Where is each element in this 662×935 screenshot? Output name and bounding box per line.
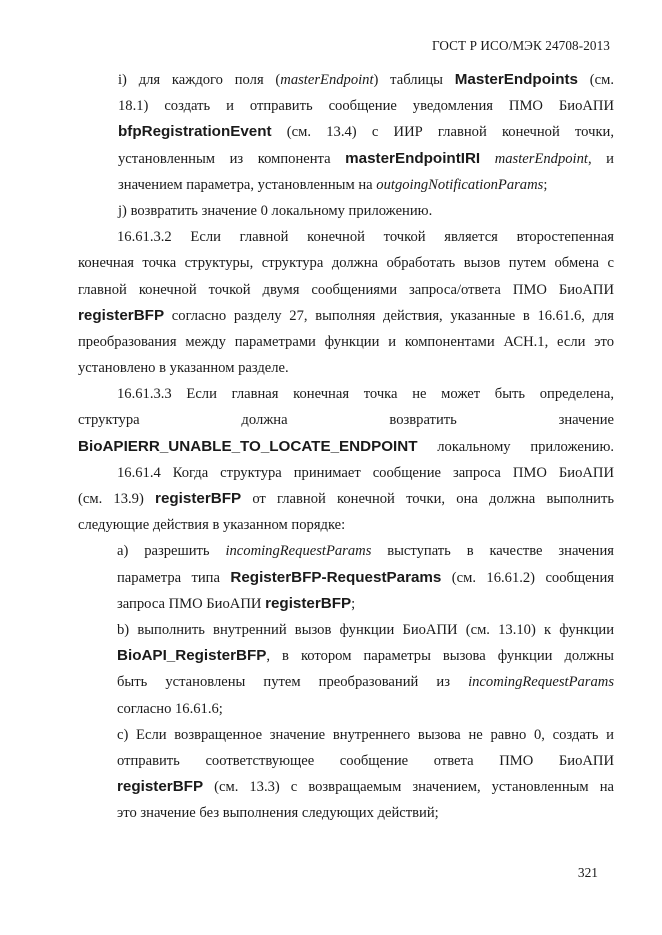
text-run: согласно разделу 27, выполняя действия, указанные в 16.61.6, для — [164, 307, 614, 324]
text-run: 16.61.3.2 Если главной конечной точкой является второстепенная — [117, 229, 614, 246]
text-line — [78, 434, 614, 460]
text-run: структура должна возвратить значение — [78, 412, 614, 429]
text-line — [78, 669, 614, 695]
text-run: (см. 16.61.2) сообщения — [441, 569, 614, 586]
text-run: следующие действия в указанном порядке: — [78, 517, 346, 534]
text-line — [78, 696, 614, 722]
text-line — [78, 277, 614, 303]
text-line — [78, 774, 614, 800]
text-run: это значение без выполнения следующих действий; — [117, 805, 439, 822]
body-text — [78, 67, 614, 826]
text-run: 18.1) создать и отправить сообщение уведомления ПМО БиоАПИ — [118, 98, 614, 115]
text-run: согласно 16.61.6; — [117, 700, 223, 717]
text-line — [78, 617, 614, 643]
text-line — [78, 303, 614, 329]
text-line — [78, 93, 614, 119]
text-run: j) возвратить значение 0 локальному приложению. — [118, 202, 433, 219]
italic-term: incomingRequestParams — [468, 674, 614, 691]
text-run: ; — [543, 176, 548, 193]
text-run: 16.61.4 Когда структура принимает сообщение запроса ПМО БиоАПИ — [117, 464, 614, 481]
text-run: (см. 13.4) с ИИР главной конечной точки, — [271, 124, 614, 141]
text-line — [78, 146, 614, 172]
text-run: установленным из компонента — [118, 150, 346, 167]
text-run: параметра типа — [117, 569, 231, 586]
text-run: ; — [351, 595, 356, 612]
text-line — [78, 119, 614, 145]
identifier-text: registerBFP — [265, 594, 352, 612]
standard-header: ГОСТ Р ИСО/МЭК 24708-2013 — [431, 38, 610, 53]
text-line — [78, 460, 614, 486]
text-line — [78, 329, 614, 355]
text-line — [78, 250, 614, 276]
identifier-text: MasterEndpoints — [454, 71, 578, 88]
identifier-text: bfpRegistrationEvent — [118, 123, 272, 141]
text-run: 16.61.3.3 Если главная конечная точка не может быть определена, — [117, 386, 614, 403]
text-line — [78, 486, 614, 512]
text-run: преобразования между параметрами функции и компонентами АСН.1, если это — [78, 333, 614, 350]
text-run — [480, 151, 495, 167]
identifier-text: registerBFP — [155, 490, 242, 507]
text-run: , и — [587, 150, 614, 167]
text-run: отправить соответствующее сообщение ответа ПМО БиоАПИ — [117, 752, 614, 769]
text-run: быть установлены путем преобразований из — [117, 674, 469, 691]
text-run: c) Если возвращенное значение внутреннего вызова не равно 0, создать и — [117, 726, 614, 743]
identifier-text: BioAPIERR_UNABLE_TO_LOCATE_ENDPOINT — [78, 437, 418, 455]
text-line — [78, 355, 614, 381]
text-line — [78, 800, 614, 826]
text-run: локальному приложению. — [417, 438, 614, 455]
identifier-text: registerBFP — [78, 306, 165, 324]
text-run: ) таблицы — [373, 72, 455, 88]
text-run: конечная точка структуры, структура должна обработать вызов путем обмена с — [78, 255, 614, 272]
text-run: (см. — [577, 72, 614, 88]
text-run: (см. 13.9) — [78, 491, 156, 507]
text-run: главной конечной точкой двумя сообщениями запроса/ответа ПМО БиоАПИ — [78, 281, 614, 298]
text-run: , в котором параметры вызова функции должны — [266, 648, 614, 665]
text-line — [78, 381, 614, 407]
text-line — [78, 512, 614, 538]
text-line — [78, 643, 614, 669]
identifier-text: registerBFP — [117, 778, 204, 796]
text-line — [78, 722, 614, 748]
text-run: запроса ПМО БиоАПИ — [117, 595, 266, 612]
italic-term: masterEndpoint — [494, 150, 588, 167]
text-run: значением параметра, установленным на — [118, 176, 377, 193]
page-number: 321 — [577, 865, 598, 880]
text-line — [78, 748, 614, 774]
identifier-text: masterEndpointIRI — [345, 149, 481, 167]
text-run: выступать в качестве значения — [371, 543, 614, 560]
text-line — [78, 407, 614, 433]
text-line — [78, 591, 614, 617]
text-line — [78, 224, 614, 250]
text-run: установлено в указанном разделе. — [78, 360, 289, 377]
text-run: b) выполнить внутренний вызов функции БиоАПИ (см. 13.10) к функции — [117, 621, 614, 638]
text-line — [78, 565, 614, 591]
text-line — [78, 67, 614, 93]
text-line — [78, 198, 614, 224]
identifier-text: RegisterBFP-RequestParams — [230, 568, 442, 586]
text-run: i) для каждого поля ( — [118, 72, 281, 88]
text-line — [78, 538, 614, 564]
text-run: от главной конечной точки, она должна выполнить — [241, 491, 614, 507]
text-run: (см. 13.3) с возвращаемым значением, установленным на — [203, 779, 614, 796]
identifier-text: BioAPI_RegisterBFP — [117, 647, 267, 665]
italic-term: incomingRequestParams — [225, 543, 372, 560]
italic-term: masterEndpoint — [280, 72, 374, 88]
text-run: a) разрешить — [117, 543, 226, 560]
text-line — [78, 172, 614, 198]
italic-term: outgoingNotificationParams — [376, 176, 544, 193]
